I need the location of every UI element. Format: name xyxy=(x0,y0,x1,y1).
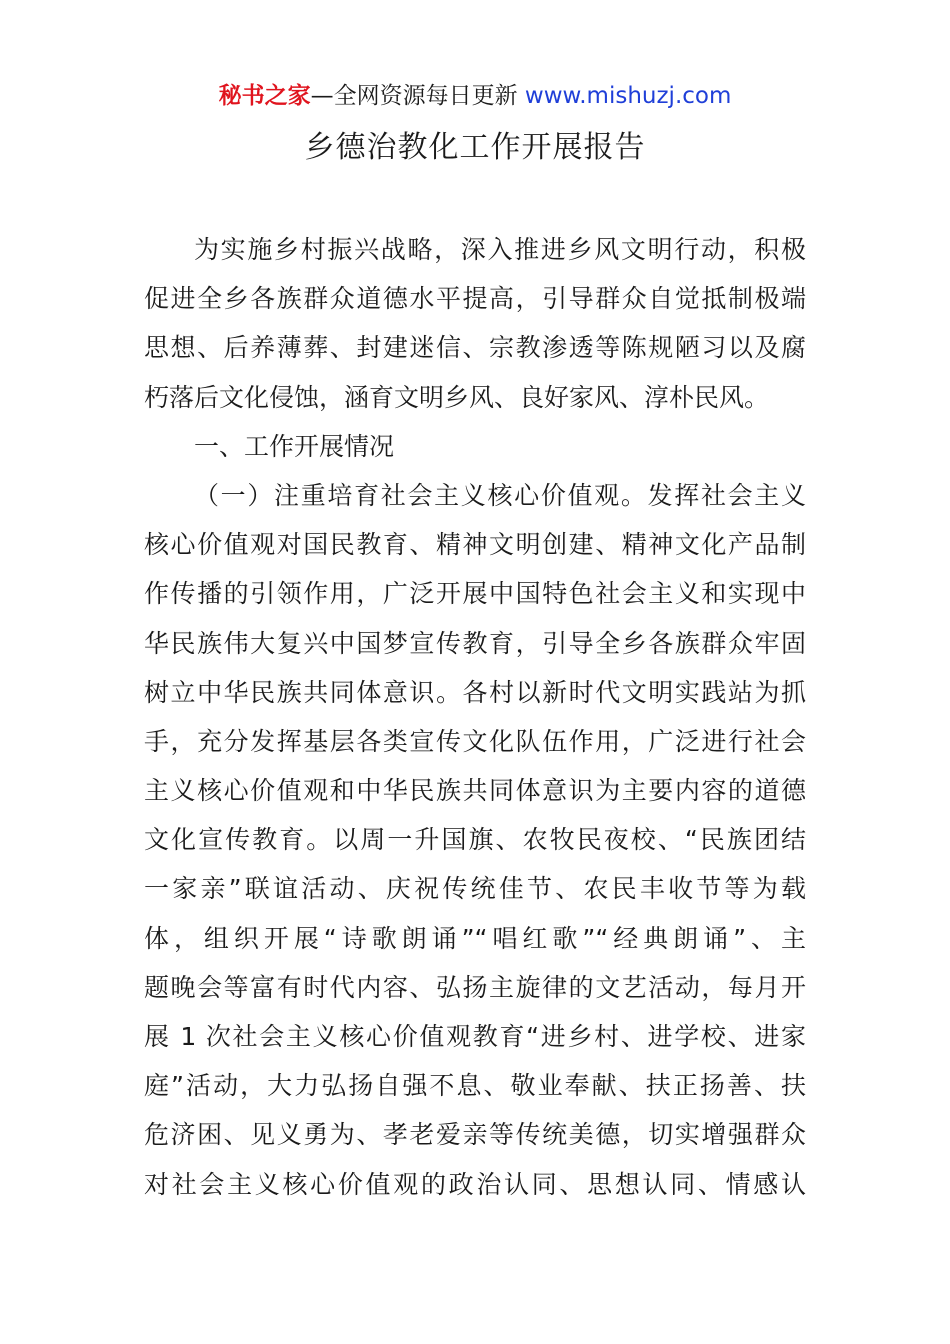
text-line: 促进全乡各族群众道德水平提高，引导群众自觉抵制极端 xyxy=(144,284,806,314)
text-line: 思想、后养薄葬、封建迷信、宗教渗透等陈规陋习以及腐 xyxy=(144,333,806,363)
text-line: 核心价值观对国民教育、精神文明创建、精神文化产品制 xyxy=(144,530,806,560)
section-heading: 一、工作开展情况 xyxy=(194,431,395,461)
brand-name: 秘书之家 xyxy=(218,83,311,109)
text-line: 为实施乡村振兴战略，深入推进乡风文明行动，积极 xyxy=(194,235,806,264)
text-line: 华民族伟大复兴中国梦宣传教育，引导全乡各族群众牢固 xyxy=(144,628,806,658)
text-line: 危济困、见义勇为、孝老爱亲等传统美德，切实增强群众 xyxy=(144,1120,806,1150)
text-line: 对社会主义核心价值观的政治认同、思想认同、情感认 xyxy=(144,1169,806,1199)
brand-url: www.mishuzj.com xyxy=(524,83,732,109)
document-body xyxy=(144,225,806,1209)
brand-slogan: —全网资源每日更新 xyxy=(310,83,525,109)
text-line: 朽落后文化侵蚀，涵育文明乡风、良好家风、淳朴民风。 xyxy=(144,382,770,412)
text-line: 展 1 次社会主义核心价值观教育“进乡村、进学校、进家 xyxy=(144,1022,806,1051)
text-line: 手，充分发挥基层各类宣传文化队伍作用，广泛进行社会 xyxy=(144,726,806,756)
text-line: 树立中华民族共同体意识。各村以新时代文明实践站为抓 xyxy=(144,677,806,707)
watermark-header xyxy=(0,80,950,112)
text-line: 作传播的引领作用，广泛开展中国特色社会主义和实现中 xyxy=(144,579,806,609)
text-line: 主义核心价值观和中华民族共同体意识为主要内容的道德 xyxy=(144,776,806,806)
document-title: 乡德治教化工作开展报告 xyxy=(304,130,646,165)
text-line: 体，组织开展“诗歌朗诵”“唱红歌”“经典朗诵”、主 xyxy=(144,923,806,953)
text-line: 庭”活动，大力弘扬自强不息、敬业奉献、扶正扬善、扶 xyxy=(144,1071,806,1101)
text-line: 文化宣传教育。以周一升国旗、农牧民夜校、“民族团结 xyxy=(144,825,806,855)
text-line: （一）注重培育社会主义核心价值观。发挥社会主义 xyxy=(194,480,806,510)
text-line: 题晚会等富有时代内容、弘扬主旋律的文艺活动，每月开 xyxy=(144,972,806,1002)
text-line: 一家亲”联谊活动、庆祝传统佳节、农民丰收节等为载 xyxy=(144,874,806,904)
